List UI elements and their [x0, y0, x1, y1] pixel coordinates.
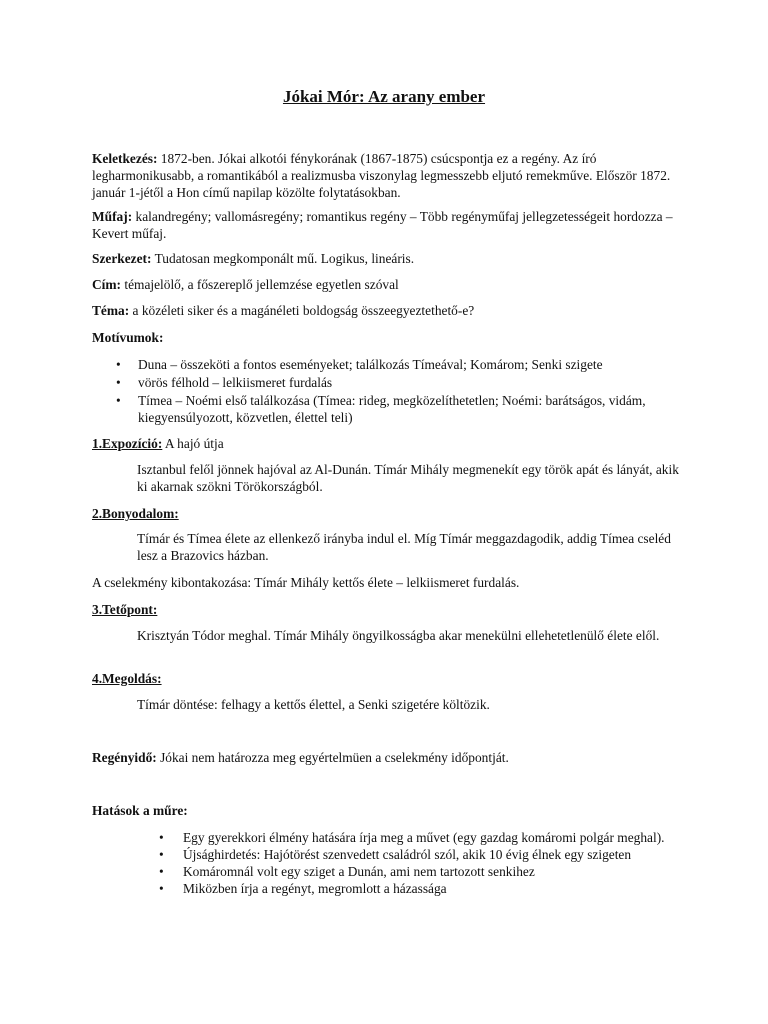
tetopont-heading	[92, 601, 692, 618]
bullet-icon: •	[159, 830, 164, 845]
szerkezet-text: Tudatosan megkomponált mű. Logikus, lineáris.	[151, 251, 415, 266]
hatasok-heading: Hatások a műre:	[92, 803, 188, 818]
bullet-icon: •	[116, 375, 121, 390]
bullet-icon: •	[116, 357, 121, 372]
keletkezes-label: Keletkezés:	[92, 151, 158, 166]
expozicio-heading	[92, 435, 692, 452]
tema-text: a közéleti siker és a magánéleti boldogság összeegyeztethető-e?	[129, 303, 475, 318]
bullet-icon: •	[159, 847, 164, 862]
bullet-icon: •	[159, 881, 164, 896]
expozicio-body: Isztanbul felől jönnek hajóval az Al-Dunán. Tímár Mihály megmenekít egy török apát és lányát, akik ki akarnak szökni Törökországból.	[137, 462, 679, 494]
motivum-text: Duna – összeköti a fontos eseményeket; találkozás Tímeával; Komárom; Senki szigete	[138, 357, 603, 372]
list-item	[137, 829, 692, 846]
kibontakozas-paragraph: A cselekmény kibontakozása: Tímár Mihály kettős élete – lelkiismeret furdalás.	[92, 575, 520, 590]
bullet-icon: •	[116, 393, 121, 408]
motivumok-heading: Motívumok:	[92, 330, 164, 345]
page-title: Jókai Mór: Az arany ember	[282, 87, 486, 106]
mufaj-paragraph	[92, 208, 692, 242]
list-item	[92, 392, 692, 426]
hatas-text: Komáromnál volt egy sziget a Dunán, ami nem tartozott senkihez	[183, 864, 535, 879]
list-item	[137, 880, 692, 897]
tetopont-label: 3.Tetőpont:	[92, 602, 158, 617]
bonyodalom-heading	[92, 505, 692, 522]
szerkezet-label: Szerkezet:	[92, 251, 152, 266]
mufaj-label: Műfaj:	[92, 209, 133, 224]
cim-text: témajelölő, a főszereplő jellemzése egyetlen szóval	[121, 277, 399, 292]
bonyodalom-label: 2.Bonyodalom:	[92, 506, 179, 521]
list-item	[92, 374, 692, 391]
motivum-text: Tímea – Noémi első találkozása (Tímea: rideg, megközelíthetetlen; Noémi: barátságos, vidám, kiegyensúlyozott, közvetlen, élettel teli)	[138, 393, 646, 425]
list-item	[137, 846, 692, 863]
expozicio-label: 1.Expozíció:	[92, 436, 163, 451]
motivumok-list	[92, 356, 692, 427]
mufaj-text: kalandregény; vallomásregény; romantikus regény – Több regényműfaj jellegzetességeit hordozza – Kevert műfaj.	[92, 209, 673, 241]
expozicio-text: A hajó útja	[162, 436, 224, 451]
keletkezes-paragraph	[92, 150, 692, 201]
tema-paragraph	[92, 302, 692, 319]
regenyido-label: Regényidő:	[92, 750, 157, 765]
list-item	[137, 863, 692, 880]
list-item	[92, 356, 692, 373]
cim-paragraph	[92, 276, 692, 293]
bullet-icon: •	[159, 864, 164, 879]
tema-label: Téma:	[92, 303, 130, 318]
cim-label: Cím:	[92, 277, 122, 292]
hatas-text: Újsághirdetés: Hajótörést szenvedett családról szól, akik 10 évig élnek egy szigeten	[183, 847, 632, 862]
szerkezet-paragraph	[92, 250, 692, 267]
hatasok-list	[137, 829, 692, 897]
regenyido-paragraph	[92, 749, 692, 766]
keletkezes-text: 1872-ben. Jókai alkotói fénykorának (1867-1875) csúcspontja ez a regény. Az író legharmonikusabb, a romantikából a realizmusba viszonylag legmesszebb eljutó remekműve. Először 1872. január 1-jétől a Hon című napilap közölte folytatásokban.	[92, 151, 671, 200]
bonyodalom-body: Tímár és Tímea élete az ellenkező irányba indul el. Míg Tímár meggazdagodik, addig Tímea cseléd lesz a Brazovics házban.	[137, 531, 671, 563]
regenyido-text: Jókai nem határozza meg egyértelmüen a cselekmény időpontját.	[156, 750, 509, 765]
megoldas-label: 4.Megoldás:	[92, 671, 162, 686]
hatas-text: Miközben írja a regényt, megromlott a házassága	[183, 881, 447, 896]
motivum-text: vörös félhold – lelkiismeret furdalás	[138, 375, 333, 390]
tetopont-body: Krisztyán Tódor meghal. Tímár Mihály öngyilkosságba akar menekülni ellehetetlenülő élete elől.	[137, 628, 660, 643]
megoldas-heading	[92, 670, 692, 687]
hatas-text: Egy gyerekkori élmény hatására írja meg a művet (egy gazdag komáromi polgár meghal).	[183, 830, 665, 845]
megoldas-body: Tímár döntése: felhagy a kettős élettel, a Senki szigetére költözik.	[137, 697, 490, 712]
